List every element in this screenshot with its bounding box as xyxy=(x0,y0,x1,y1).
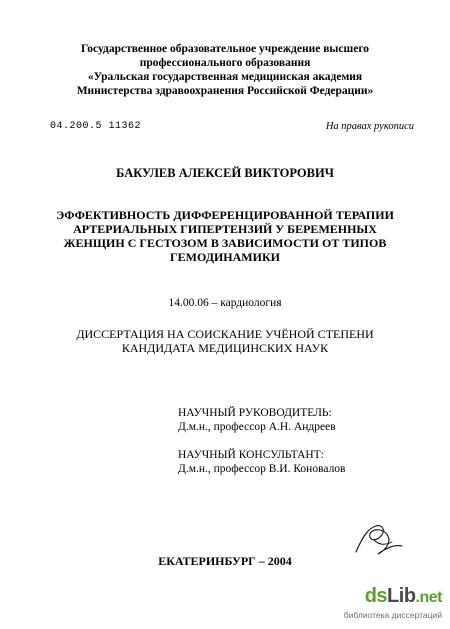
dslib-watermark xyxy=(328,585,442,620)
manuscript-rights: На правах рукописи xyxy=(325,121,414,132)
institution-line-4: Министерства здравоохранения Российской Федерации» xyxy=(76,85,374,97)
institution-line-1: Государственное образовательное учреждение высшего xyxy=(80,43,370,55)
dslib-subtitle: библиотека диссертаций xyxy=(343,610,442,620)
consultant-block xyxy=(178,448,346,476)
author-name: БАКУЛЕВ АЛЕКСЕЙ ВИКТОРОВИЧ xyxy=(116,166,334,180)
institution-block xyxy=(0,42,450,98)
consultant-heading: НАУЧНЫЙ КОНСУЛЬТАНТ: xyxy=(178,449,324,461)
supervisor-heading: НАУЧНЫЙ РУКОВОДИТЕЛЬ: xyxy=(178,407,332,419)
degree-line-2: КАНДИДАТА МЕДИЦИНСКИХ НАУК xyxy=(121,341,329,355)
institution-line-3: «Уральская государственная медицинская академия xyxy=(87,71,363,83)
degree-statement xyxy=(0,327,450,355)
title-line-4: ГЕМОДИНАМИКИ xyxy=(170,250,280,264)
supervisor-block xyxy=(178,406,336,434)
dslib-logo: dsLib.net xyxy=(364,585,442,607)
supervisor-name: Д.м.н., профессор А.Н. Андреев xyxy=(178,421,336,433)
degree-line-1: ДИССЕРТАЦИЯ НА СОИСКАНИЕ УЧЁНОЙ СТЕПЕНИ xyxy=(76,327,374,341)
consultant-name: Д.м.н., профессор В.И. Коновалов xyxy=(178,463,346,475)
city-year: ЕКАТЕРИНБУРГ – 2004 xyxy=(158,554,292,568)
dissertation-title xyxy=(0,208,450,264)
institution-line-2: профессионального образования xyxy=(139,57,311,69)
title-line-1: ЭФФЕКТИВНОСТЬ ДИФФЕРЕНЦИРОВАННОЙ ТЕРАПИИ xyxy=(56,208,394,222)
specialty: 14.00.06 – кардиология xyxy=(168,297,282,309)
title-line-2: АРТЕРИАЛЬНЫХ ГИПЕРТЕНЗИЙ У БЕРЕМЕННЫХ xyxy=(73,222,377,236)
inventory-number: 04.200.5 11362 xyxy=(50,121,142,132)
title-line-3: ЖЕНЩИН С ГЕСТОЗОМ В ЗАВИСИМОСТИ ОТ ТИПОВ xyxy=(63,236,387,250)
